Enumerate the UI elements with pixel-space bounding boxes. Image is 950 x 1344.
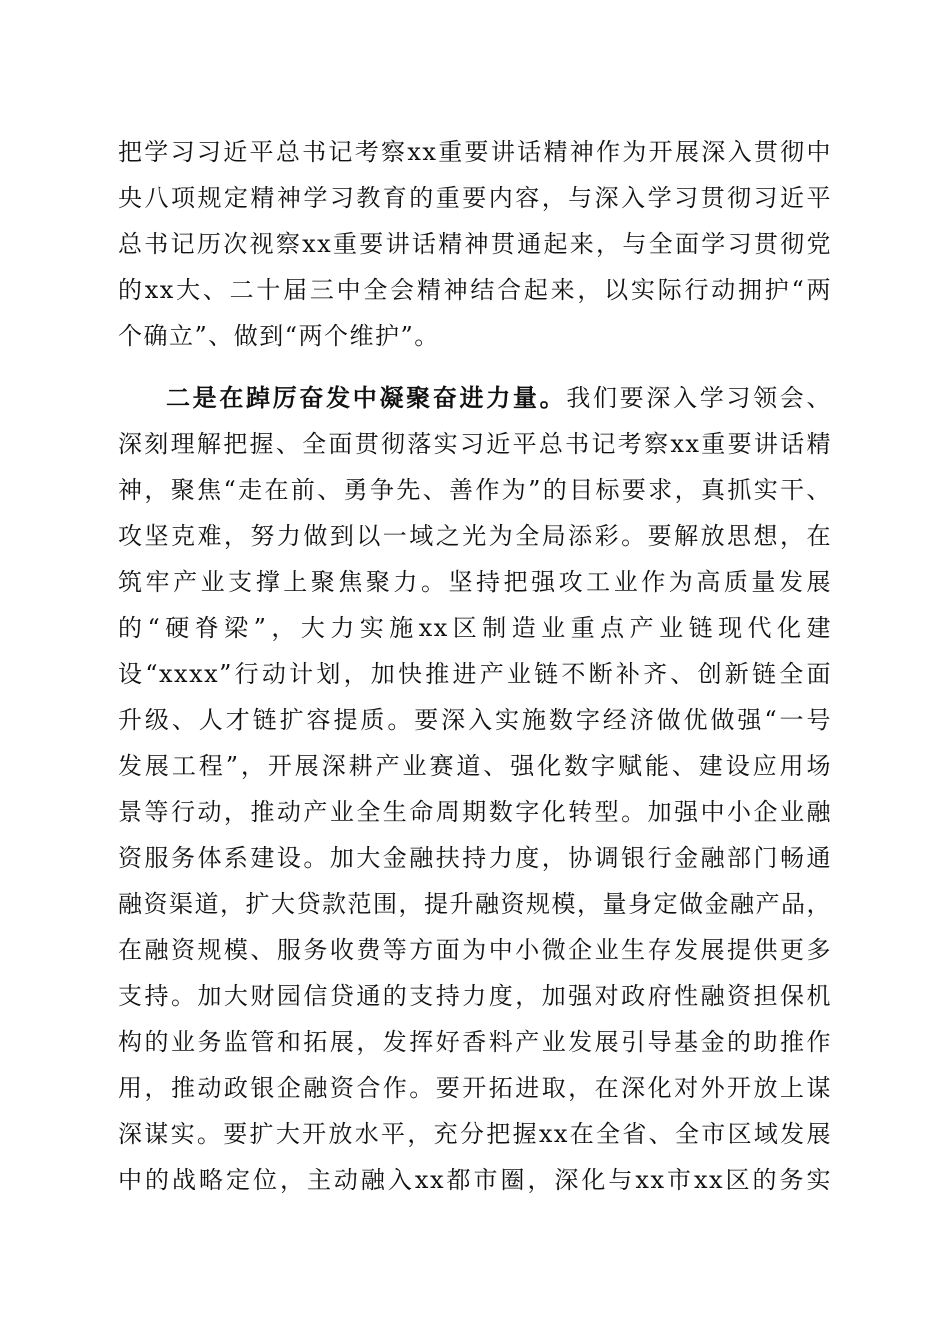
text-line: 筑牢产业支撑上聚焦聚力。坚持把强攻工业作为高质量发展	[118, 568, 832, 596]
text-line: 在融资规模、服务收费等方面为中小微企业生存发展提供更多	[118, 936, 832, 964]
text-line: 的“硬脊梁”，大力实施xx区制造业重点产业链现代化建	[118, 614, 832, 642]
text-line: 攻坚克难，努力做到以一域之光为全局添彩。要解放思想，在	[118, 522, 832, 550]
text-line: 中的战略定位，主动融入xx都市圈，深化与xx市xx区的务实	[118, 1166, 832, 1194]
text-line: 景等行动，推动产业全生命周期数字化转型。加强中小企业融	[118, 798, 832, 826]
paragraph-heading: 二是在踔厉奋发中凝聚奋进力量。	[166, 383, 567, 412]
text-line: 深刻理解把握、全面贯彻落实习近平总书记考察xx重要讲话精	[118, 430, 832, 458]
text-line: 的xx大、二十届三中全会精神结合起来，以实际行动拥护“两	[118, 276, 832, 304]
text-line: 个确立”、做到“两个维护”。	[118, 322, 440, 350]
text-line: 深谋实。要扩大开放水平，充分把握xx在全省、全市区域发展	[118, 1120, 832, 1148]
text-line: 升级、人才链扩容提质。要深入实施数字经济做优做强“一号	[118, 706, 832, 734]
text-line: 总书记历次视察xx重要讲话精神贯通起来，与全面学习贯彻党	[118, 230, 832, 258]
text-line: 支持。加大财园信贷通的支持力度，加强对政府性融资担保机	[118, 982, 832, 1010]
text-line: 用，推动政银企融资合作。要开拓进取，在深化对外开放上谋	[118, 1074, 832, 1102]
body-text	[118, 129, 832, 1203]
text-line: 央八项规定精神学习教育的重要内容，与深入学习贯彻习近平	[118, 184, 832, 212]
paragraph-spacer	[118, 359, 832, 375]
text-line: 融资渠道，扩大贷款范围，提升融资规模，量身定做金融产品，	[118, 890, 832, 918]
paragraph-heading-line	[118, 375, 832, 421]
text-line: 神，聚焦“走在前、勇争先、善作为”的目标要求，真抓实干、	[118, 476, 832, 504]
text-line: 把学习习近平总书记考察xx重要讲话精神作为开展深入贯彻中	[118, 138, 832, 166]
heading-line-rest: 我们要深入学习领会、	[566, 384, 832, 412]
text-line: 发展工程”，开展深耕产业赛道、强化数字赋能、建设应用场	[118, 752, 832, 780]
text-line: 构的业务监管和拓展，发挥好香料产业发展引导基金的助推作	[118, 1028, 832, 1056]
text-line: 设“xxxx”行动计划，加快推进产业链不断补齐、创新链全面	[118, 660, 832, 688]
text-line: 资服务体系建设。加大金融扶持力度，协调银行金融部门畅通	[118, 844, 832, 872]
